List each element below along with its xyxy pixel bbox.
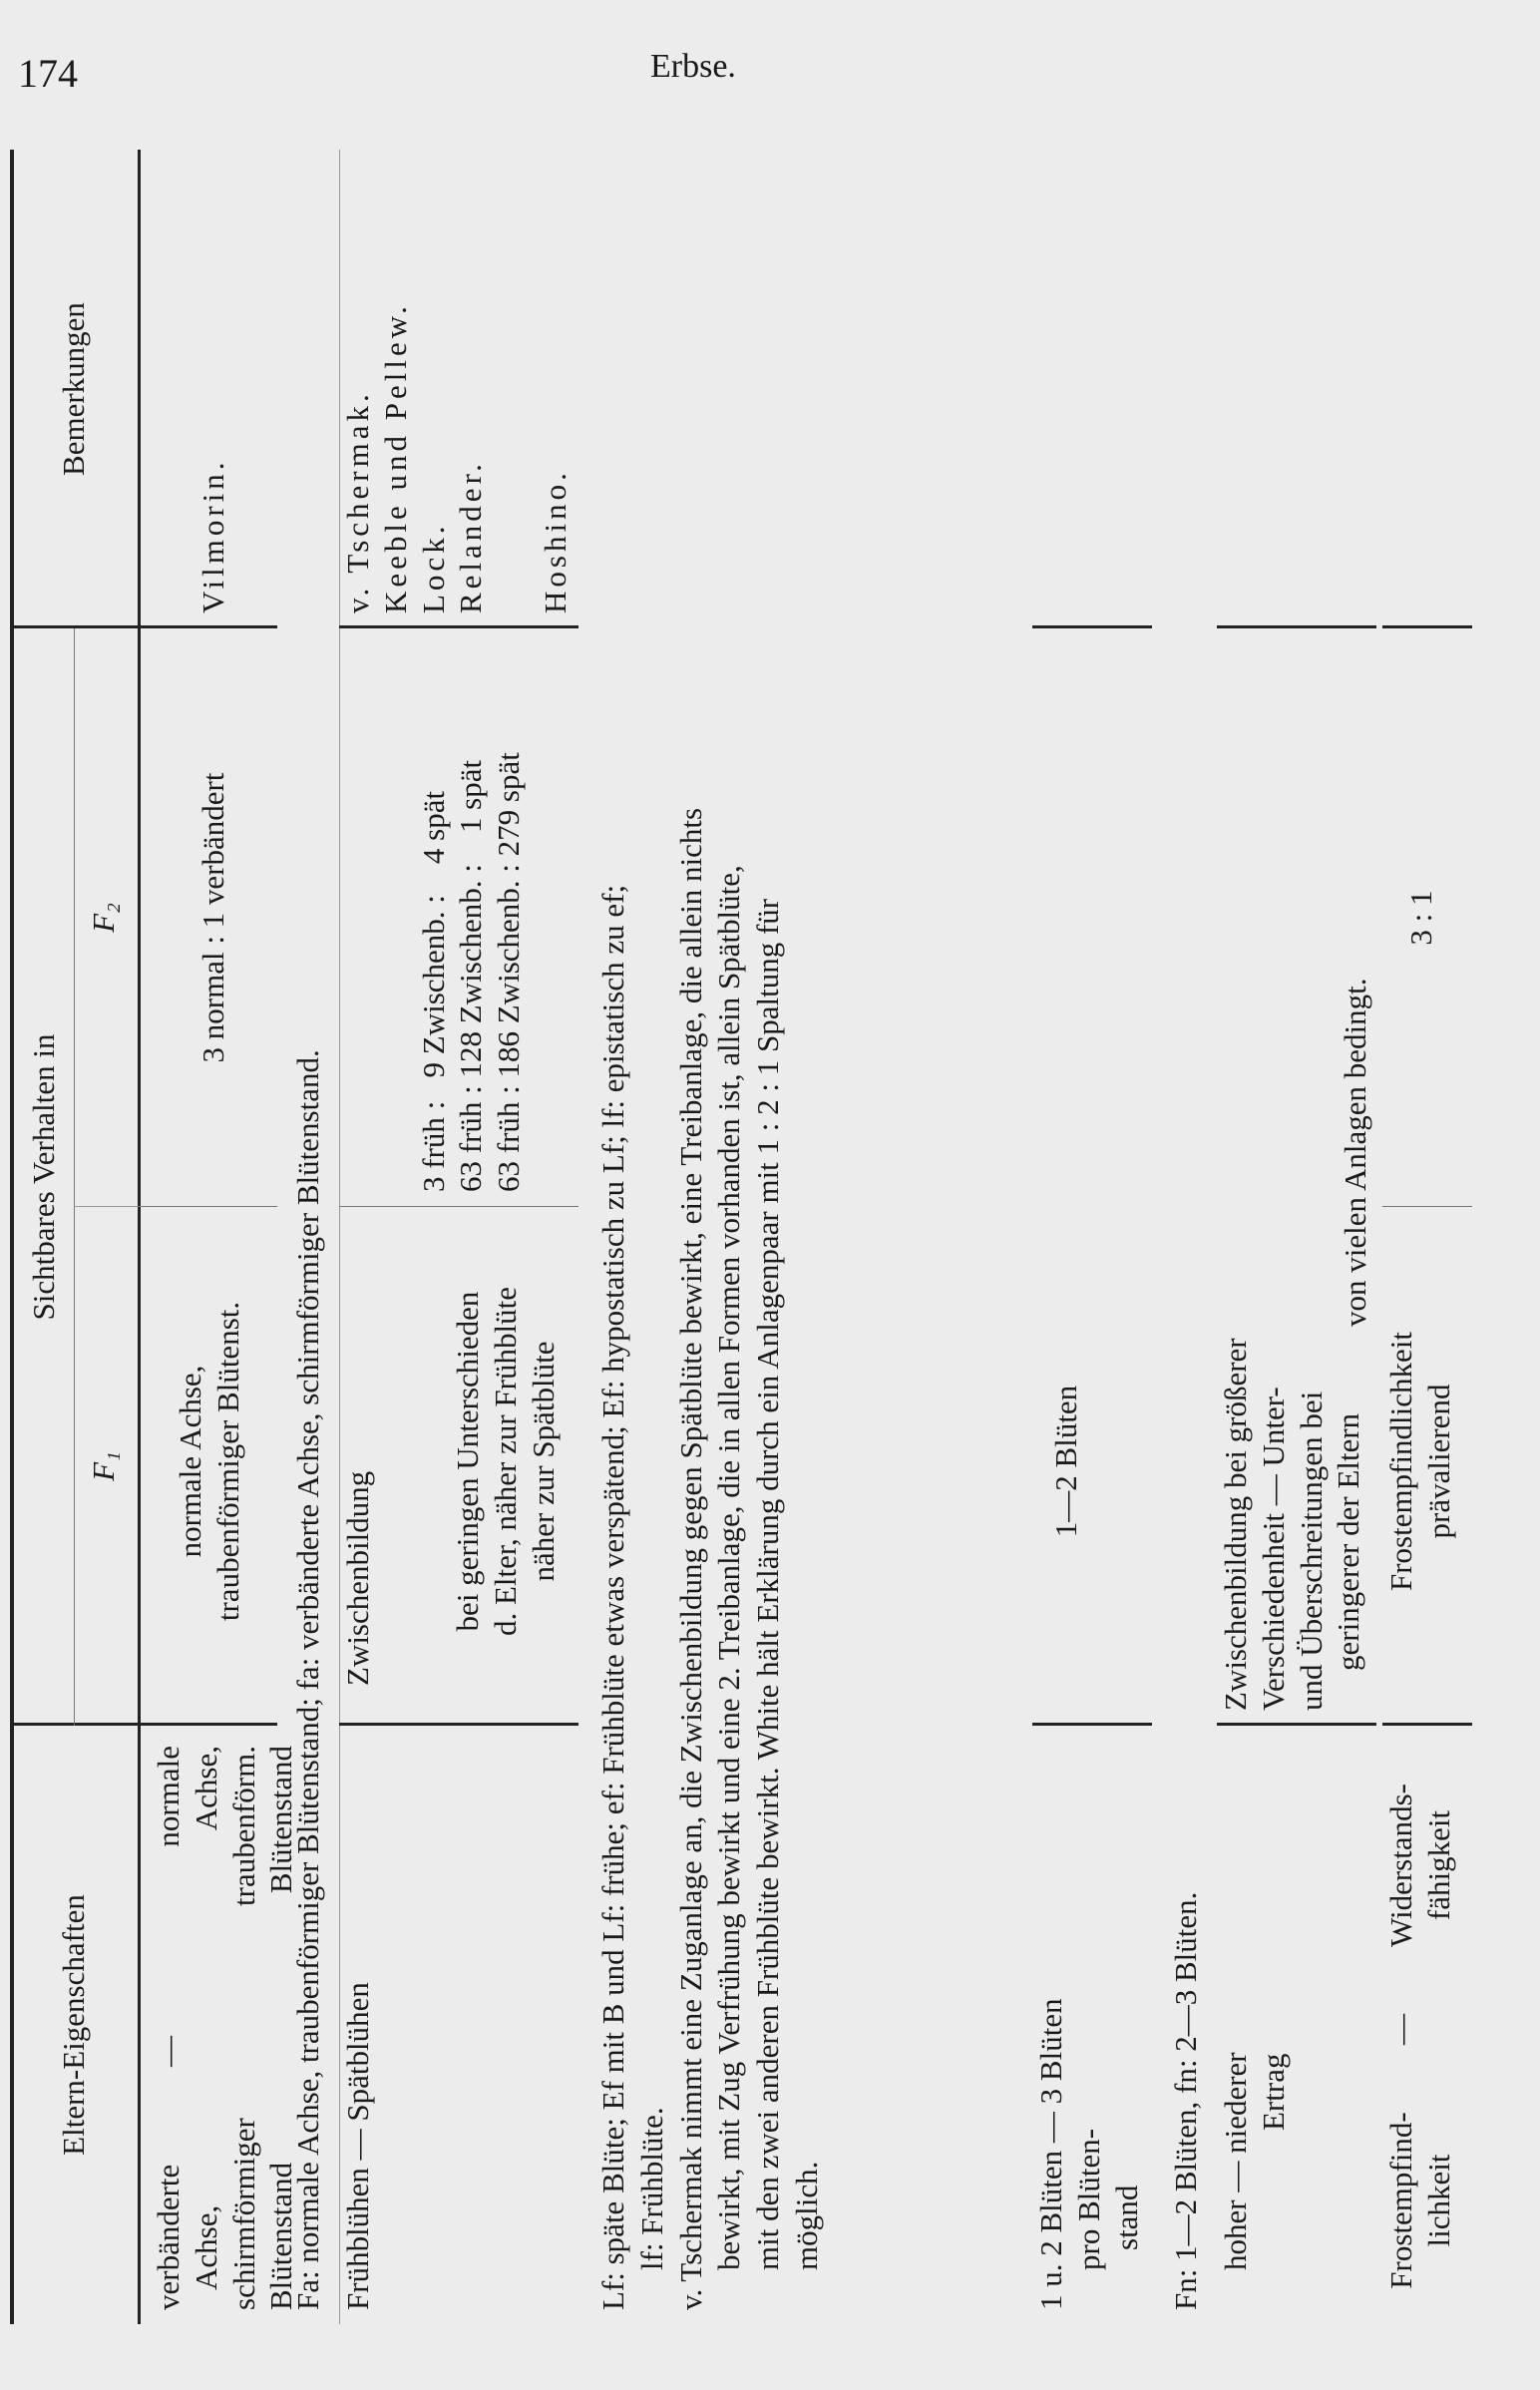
row1-rule-b (138, 625, 277, 628)
row2-f1-b: bei geringen Unterschieden d. Elter, näher zur Frühblüte näher zur Spätblüte (450, 1287, 561, 1636)
note1: Fa: normale Achse, traubenförmiger Blütenstand; fa: verbänderte Achse, schirmförmiger Blütenstand. (290, 1049, 325, 2310)
row2-rule-a (339, 1723, 578, 1726)
table-left-rule (10, 150, 14, 2324)
row2-parents: Frühblühen — Spätblühen (340, 1982, 375, 2310)
header-visible: Sichtbares Verhalten in (26, 1033, 61, 1321)
note3: Fn: 1—2 Blüten, fn: 2—3 Blüten. (1168, 1891, 1203, 2310)
row5-rule-b (1382, 625, 1472, 628)
row2-remarks: v. Tschermak. Keeble und Pellew. Lock. Relander. (340, 302, 489, 613)
row3-rule-a (1032, 1723, 1152, 1726)
header-parents: Eltern-Eigenschaften (56, 1894, 91, 2156)
row1-f1: normale Achse, traubenförmiger Blütenst. (173, 1301, 245, 1622)
header-sub-rule (74, 628, 75, 1726)
row2-f2: 3 früh : 9 Zwischenb. : 4 spät 63 früh : 128 Zwischenb. : 1 spät 63 früh : 186 Zwischenb. : 279 spät (415, 752, 527, 1192)
header-f2: F₂ (86, 903, 121, 933)
row5-f2: 3 : 1 (1403, 890, 1438, 946)
row3-parents: 1 u. 2 Blüten — 3 Blüten pro Blüten- stand (1033, 1998, 1144, 2310)
row1-parent-right: normale Achse, traubenförm. Blütenstand (151, 1746, 299, 1906)
row5-parent-right: Widerstands- fähigkeit (1383, 1783, 1456, 1948)
row1-parent-dash: — (151, 2036, 186, 2067)
row2-f1-sep (339, 1206, 578, 1207)
row2-remark-hoshino: Hoshino. (538, 469, 573, 613)
running-head: Erbse. (650, 48, 736, 85)
row5-rule-a (1382, 1723, 1472, 1726)
row2-f1-a: Zwischenbildung (340, 1470, 375, 1686)
row5-f1: Frostempfindlichkeit prävalierend (1383, 1331, 1456, 1592)
header-f1: F₁ (86, 1451, 121, 1481)
row4-f1: Zwischenbildung bei größerer Verschiedenheit — Unter- und Überschreitungen bei geringerer der Eltern (1218, 1338, 1366, 1711)
row4-rule-b (1217, 625, 1376, 628)
row5-parent-dash: — (1383, 2014, 1418, 2045)
page-number: 174 (18, 51, 78, 96)
row3-rule-b (1032, 625, 1152, 628)
row1-remark: Vilmorin. (195, 458, 230, 613)
header-remarks: Bemerkungen (56, 302, 91, 476)
row1-f2: 3 normal : 1 verbändert (195, 772, 230, 1063)
row1-rule-a (138, 1723, 277, 1726)
row4-parents: hoher — niederer Ertrag (1218, 2052, 1291, 2270)
row2-rule-b (339, 625, 578, 628)
row5-parent-left: Frostempfind- lichkeit (1383, 2112, 1456, 2289)
note2: Lf: späte Blüte; Ef mit B und Lf: frühe; ef: Frühblüte etwas verspätend; Ef: hypostatisch zu Lf; lf: epistatisch zu ef; lf: Frühblüte. v. Tschermak nimmt eine Zuganlage an, die Zwischenbildung gegen Spätblüte bewirkt, eine Treibanlage, die allein nichts bewirkt, mit Zug Verfrühung bewirkt und eine 2. Treibanlage, die in allen Formen vorhanden ist, allein Spätblüte, mit den zwei anderen Frühblüte bewirkt. White hält Erklärung durch ein Anlagenpaar mit 1 : 2 : 1 Spaltung für möglich. (595, 807, 824, 2310)
row1-parent-left: verbänderte Achse, schirmförmiger Blütenstand (151, 2118, 299, 2310)
header-rule (138, 150, 141, 2324)
row4-rule-a (1217, 1723, 1376, 1726)
rotated-table (10, 150, 1486, 2324)
row3-f1: 1—2 Blüten (1048, 1385, 1083, 1538)
row4-note: von vielen Anlagen bedingt. (1338, 978, 1372, 1327)
